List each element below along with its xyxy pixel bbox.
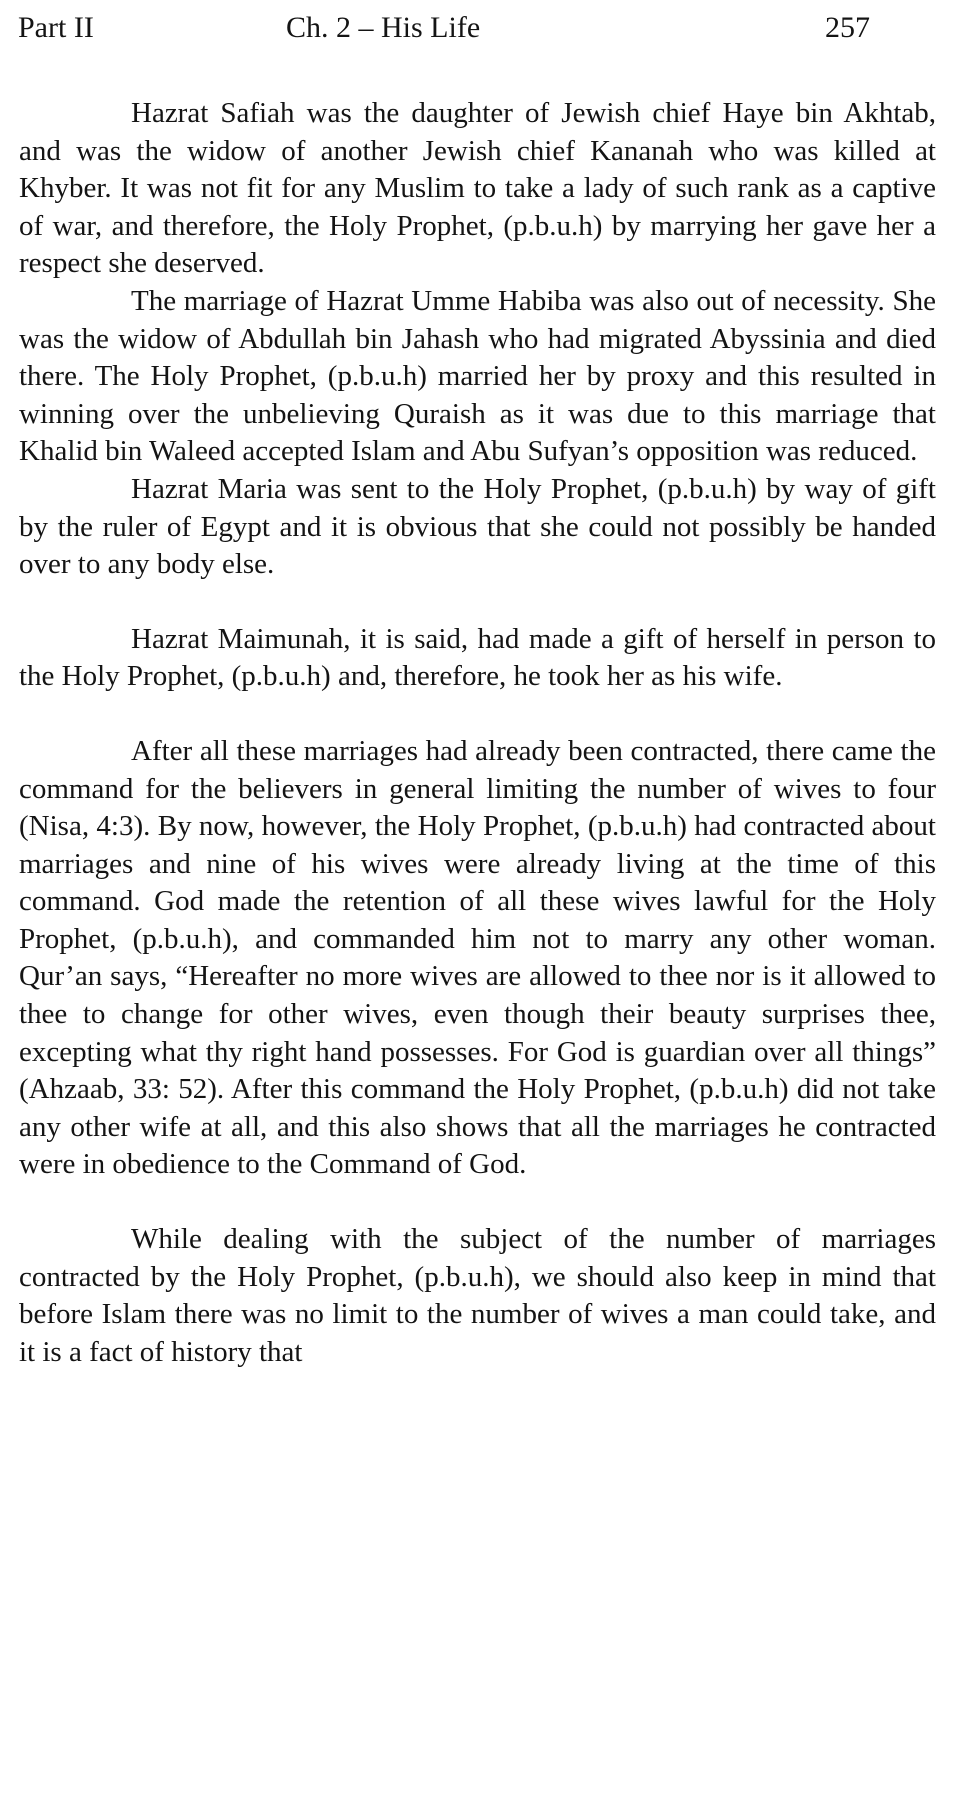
paragraph-number-of-marriages: While dealing with the subject of the number of marriages contracted by the Holy Prophet, (p.b.u.h), we should also keep in mind that before Islam there was no limit to the number of wives a man could take, and it is a fact of history that <box>19 1223 936 1368</box>
header-part: Part II <box>18 11 94 44</box>
paragraph-maimunah: Hazrat Maimunah, it is said, had made a gift of herself in person to the Holy Prophet, (p.b.u.h) and, therefore, he took her as his wife. <box>19 622 936 693</box>
paragraph-command: After all these marriages had already been contracted, there came the command for the believers in general limiting the number of wives to four (Nisa, 4:3). By now, however, the Holy Prophet, (p.b.u.h) had contracted about marriages and nine of his wives were already living at the time of this command. God made the retention of all these wives lawful for the Holy Prophet, (p.b.u.h), and commanded him not to marry any other woman. Qur’an says, “Hereafter no more wives are allowed to thee nor is it allowed to thee to change for other wives, even though their beauty surprises thee, excepting what thy right hand possesses. For God is guardian over all things” (Ahzaab, 33: 52). After this command the Holy Prophet, (p.b.u.h) did not take any other wife at all, and this also shows that all the marriages he contracted were in obedience to the Command of God. <box>19 734 936 1181</box>
paragraph-safiah: Hazrat Safiah was the daughter of Jewish chief Haye bin Akhtab, and was the widow of another Jewish chief Kananah who was killed at Khyber. It was not fit for any Muslim to take a lady of such rank as a captive of war, and therefore, the Holy Prophet, (p.b.u.h) by marrying her gave her a respect she deserved. <box>19 97 936 280</box>
page-number: 257 <box>825 11 870 44</box>
page-body <box>19 95 936 1371</box>
paragraph-umme-habiba: The marriage of Hazrat Umme Habiba was also out of necessity. She was the widow of Abdullah bin Jahash who had migrated Abyssinia and died there. The Holy Prophet, (p.b.u.h) married her by proxy and this resulted in winning over the unbelieving Quraish as it was due to this marriage that Khalid bin Waleed accepted Islam and Abu Sufyan’s opposition was reduced. <box>19 284 936 468</box>
header-chapter-title: Ch. 2 – His Life <box>286 11 481 44</box>
running-header <box>18 8 940 48</box>
paragraph-maria: Hazrat Maria was sent to the Holy Prophet, (p.b.u.h) by way of gift by the ruler of Egypt and it is obvious that she could not possibly be handed over to any body else. <box>19 472 936 581</box>
